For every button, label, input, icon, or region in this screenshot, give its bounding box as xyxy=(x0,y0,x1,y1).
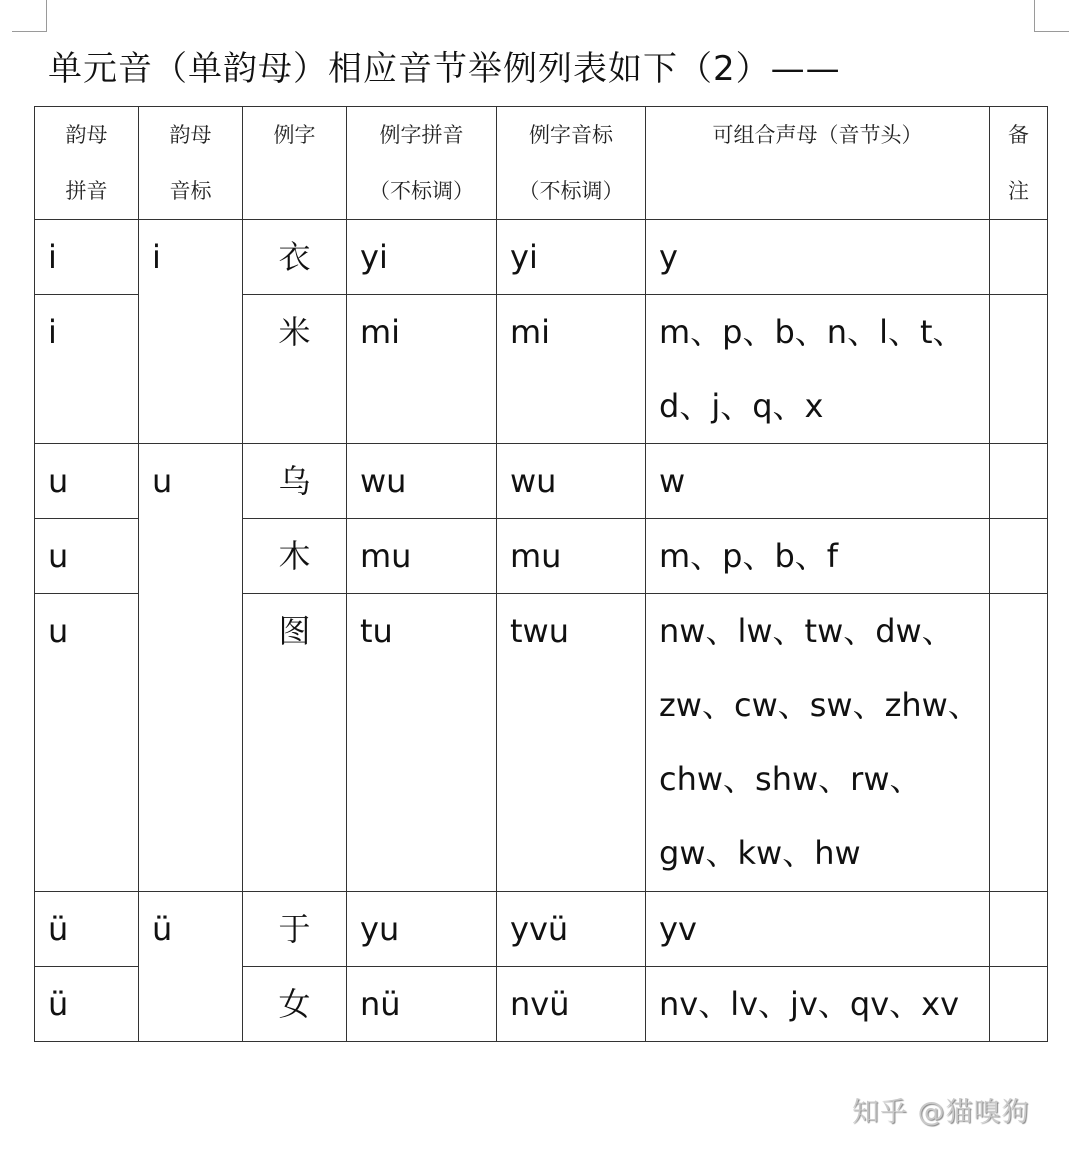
cell-note xyxy=(990,519,1048,594)
cell-example-phonetic: mu xyxy=(497,519,646,594)
cell-example-char: 木 xyxy=(243,519,347,594)
cell-example-char: 米 xyxy=(243,295,347,444)
header-combinable-initials: 可组合声母（音节头） xyxy=(646,107,990,220)
cell-example-pinyin: wu xyxy=(347,444,497,519)
cell-example-phonetic: yvü xyxy=(497,892,646,967)
table-row xyxy=(35,892,1048,967)
cell-note xyxy=(990,892,1048,967)
cell-final-phonetic: ü xyxy=(139,892,243,1042)
cell-initials: m、p、b、f xyxy=(646,519,990,594)
header-example-char: 例字 xyxy=(243,107,347,220)
header-row xyxy=(35,107,1048,220)
cell-example-char: 乌 xyxy=(243,444,347,519)
cell-initials: w xyxy=(646,444,990,519)
header-note: 备 注 xyxy=(990,107,1048,220)
cell-example-pinyin: yi xyxy=(347,220,497,295)
header-example-pinyin: 例字拼音 （不标调） xyxy=(347,107,497,220)
cell-example-phonetic: nvü xyxy=(497,967,646,1042)
cell-final-pinyin: ü xyxy=(35,892,139,967)
page-corner-mark-top-right xyxy=(1034,0,1069,32)
cell-note xyxy=(990,444,1048,519)
cell-final-phonetic: u xyxy=(139,444,243,892)
cell-initials: yv xyxy=(646,892,990,967)
cell-initials: nv、lv、jv、qv、xv xyxy=(646,967,990,1042)
cell-final-pinyin: u xyxy=(35,594,139,892)
cell-final-pinyin: ü xyxy=(35,967,139,1042)
cell-example-char: 于 xyxy=(243,892,347,967)
cell-example-phonetic: yi xyxy=(497,220,646,295)
cell-example-phonetic: twu xyxy=(497,594,646,892)
cell-example-pinyin: nü xyxy=(347,967,497,1042)
cell-note xyxy=(990,594,1048,892)
cell-example-pinyin: yu xyxy=(347,892,497,967)
header-example-phonetic: 例字音标 （不标调） xyxy=(497,107,646,220)
cell-final-pinyin: i xyxy=(35,295,139,444)
cell-final-pinyin: i xyxy=(35,220,139,295)
syllable-table xyxy=(34,106,1048,1042)
cell-example-pinyin: tu xyxy=(347,594,497,892)
cell-initials: m、p、b、n、l、t、d、j、q、x xyxy=(646,295,990,444)
watermark: 知乎 @猫嗅狗 xyxy=(852,1097,1030,1128)
cell-final-pinyin: u xyxy=(35,444,139,519)
cell-example-char: 图 xyxy=(243,594,347,892)
cell-example-pinyin: mu xyxy=(347,519,497,594)
header-final-phonetic: 韵母 音标 xyxy=(139,107,243,220)
cell-note xyxy=(990,220,1048,295)
cell-note xyxy=(990,967,1048,1042)
cell-example-char: 衣 xyxy=(243,220,347,295)
cell-example-char: 女 xyxy=(243,967,347,1042)
cell-final-phonetic: i xyxy=(139,220,243,444)
table-row xyxy=(35,220,1048,295)
cell-example-phonetic: wu xyxy=(497,444,646,519)
cell-initials: y xyxy=(646,220,990,295)
cell-example-pinyin: mi xyxy=(347,295,497,444)
cell-initials: nw、lw、tw、dw、zw、cw、sw、zhw、chw、shw、rw、gw、kw、hw xyxy=(646,594,990,892)
cell-example-phonetic: mi xyxy=(497,295,646,444)
cell-final-pinyin: u xyxy=(35,519,139,594)
page-corner-mark-top-left xyxy=(12,0,47,32)
header-final-pinyin: 韵母 拼音 xyxy=(35,107,139,220)
document-title: 单元音（单韵母）相应音节举例列表如下（2）—— xyxy=(48,49,841,89)
cell-note xyxy=(990,295,1048,444)
table-row xyxy=(35,444,1048,519)
